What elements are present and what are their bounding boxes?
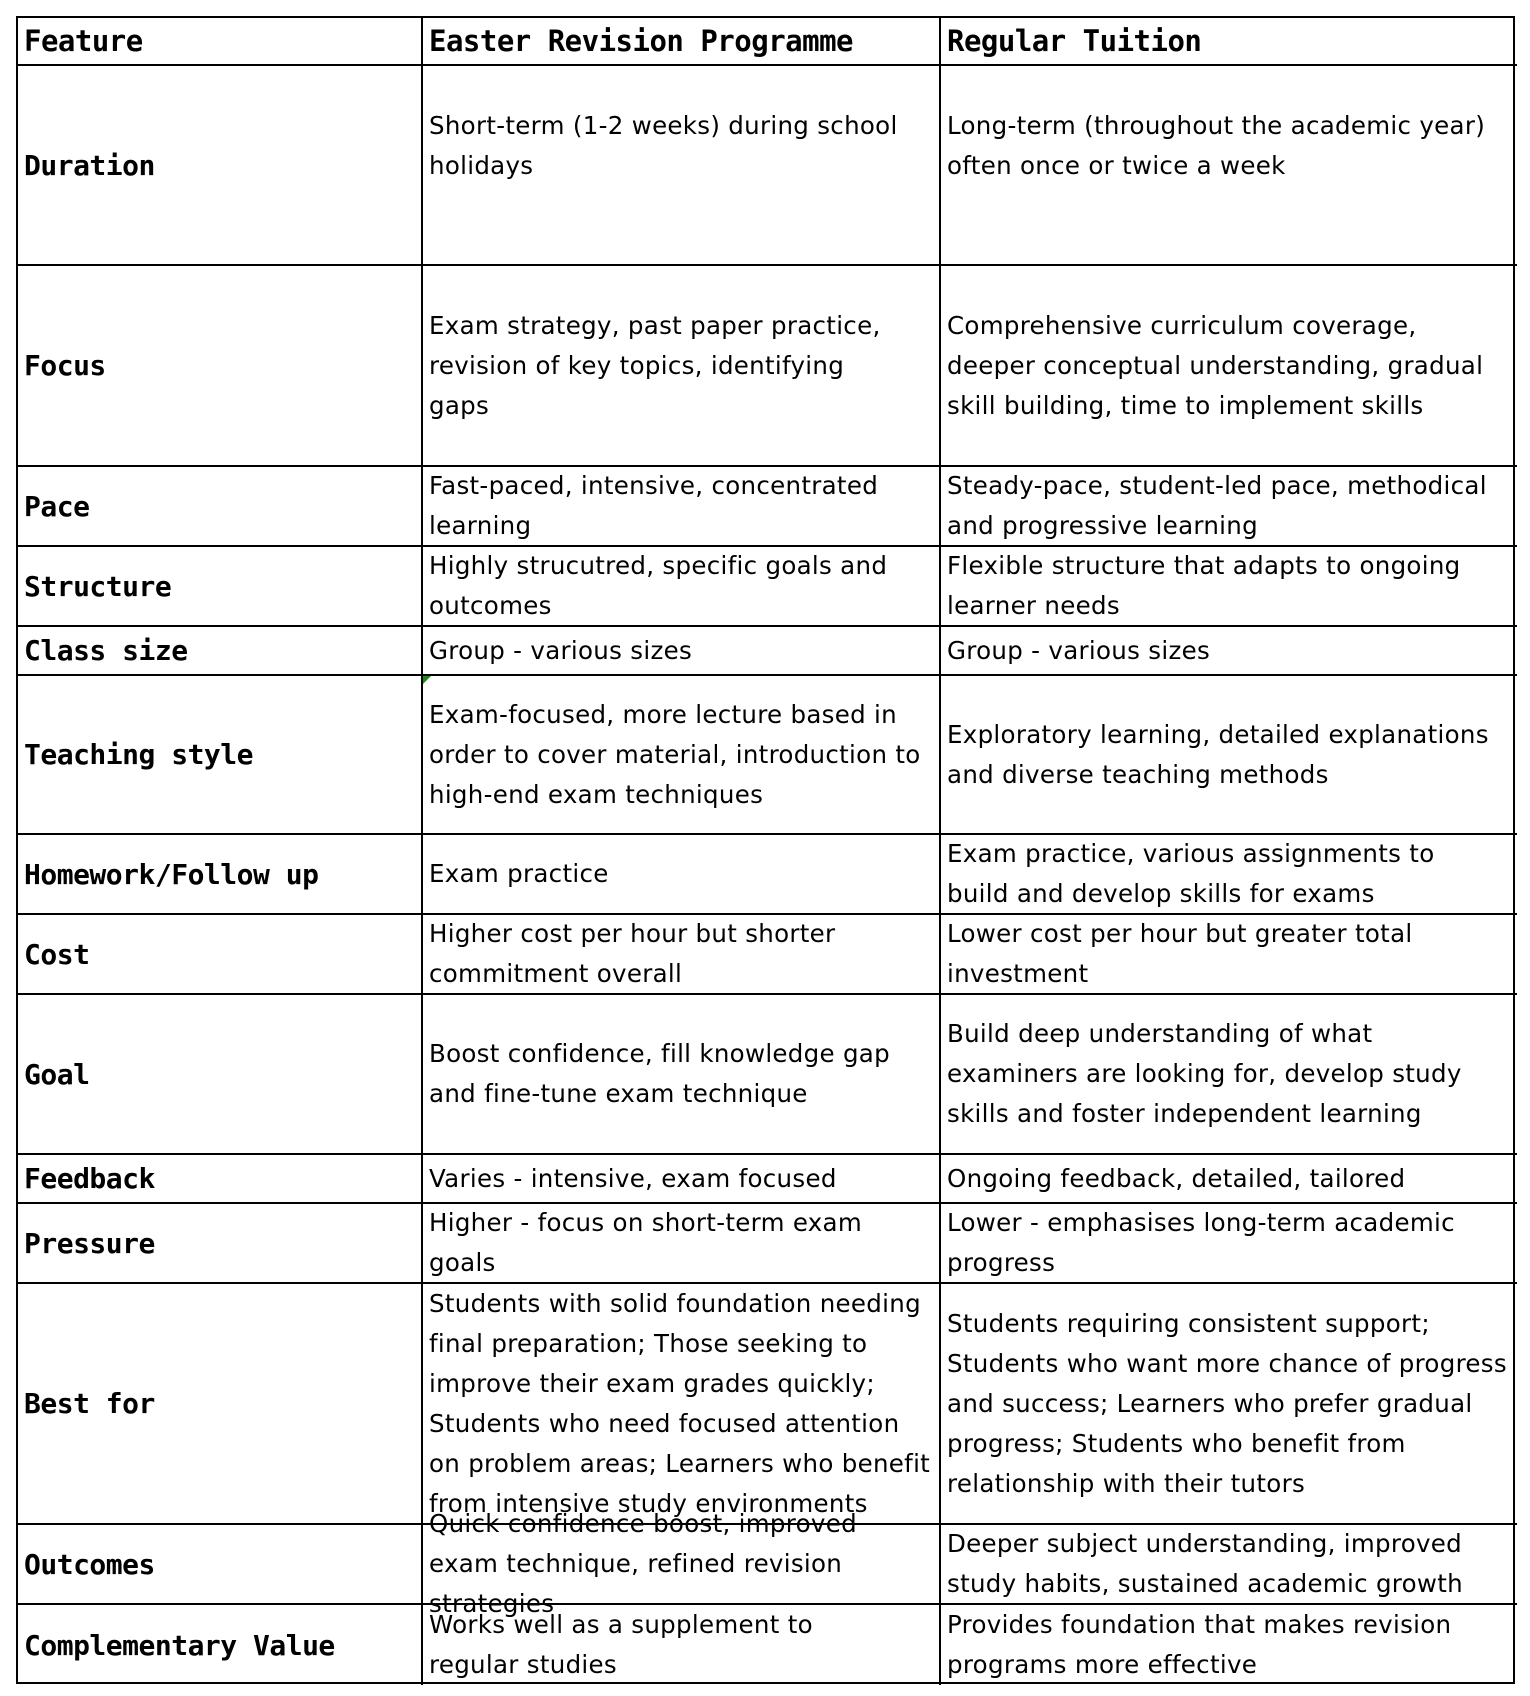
row-feature-outcomes: Outcomes	[18, 1525, 423, 1605]
row-feature-teaching-style: Teaching style	[18, 676, 423, 835]
row-regular-class-size	[941, 627, 1517, 676]
comparison-table	[16, 16, 1515, 1684]
cell-text: Lower cost per hour but greater total investment	[947, 919, 1413, 988]
row-regular-duration	[941, 66, 1517, 266]
cell-text: Deeper subject understanding, improved study habits, sustained academic growth	[947, 1529, 1464, 1598]
row-easter-structure	[423, 547, 941, 627]
row-feature-duration: Duration	[18, 66, 423, 266]
row-easter-goal	[423, 995, 941, 1155]
row-feature-cost: Cost	[18, 915, 423, 995]
cell-text: Lower - emphasises long-term academic progress	[947, 1208, 1455, 1277]
row-easter-complementary-value	[423, 1605, 941, 1685]
comment-indicator	[423, 676, 431, 684]
row-regular-cost	[941, 915, 1517, 995]
row-regular-feedback	[941, 1155, 1517, 1204]
cell-text: Exam-focused, more lecture based in order to cover material, introduction to high-end exam techniques	[429, 699, 921, 809]
row-feature-goal: Goal	[18, 995, 423, 1155]
row-regular-pressure	[941, 1204, 1517, 1284]
cell-text: Group - various sizes	[947, 635, 1211, 665]
cell-text: Exam practice, various assignments to build and develop skills for exams	[947, 839, 1435, 908]
row-easter-focus	[423, 266, 941, 467]
row-feature-pressure: Pressure	[18, 1204, 423, 1284]
cell-text: Exam practice	[429, 859, 609, 888]
row-regular-pace	[941, 467, 1517, 547]
row-feature-class-size: Class size	[18, 627, 423, 676]
row-easter-outcomes	[423, 1509, 941, 1618]
cell-text: Exam strategy, past paper practice, revision of key topics, identifying gaps	[429, 310, 881, 420]
row-easter-duration	[423, 66, 941, 266]
cell-text: Varies - intensive, exam focused	[429, 1163, 837, 1193]
cell-text: Students requiring consistent support; Students who want more chance of progress and success; Learners who prefer gradual progress; Students who benefit from relationship with their tutors	[947, 1308, 1507, 1498]
row-easter-teaching-style	[423, 676, 941, 835]
cell-text: Provides foundation that makes revision programs more effective	[947, 1610, 1452, 1679]
row-feature-complementary-value: Complementary Value	[18, 1605, 423, 1685]
header-regular-tuition: Regular Tuition	[941, 18, 1517, 66]
row-feature-feedback: Feedback	[18, 1155, 423, 1204]
cell-text: Long-term (throughout the academic year) often once or twice a week	[947, 111, 1486, 180]
row-feature-pace: Pace	[18, 467, 423, 547]
row-easter-homework	[423, 835, 941, 915]
cell-text: Works well as a supplement to regular studies	[429, 1610, 813, 1679]
cell-text: Higher - focus on short-term exam goals	[429, 1208, 863, 1277]
cell-text: Higher cost per hour but shorter commitment overall	[429, 919, 836, 988]
cell-text: Ongoing feedback, detailed, tailored	[947, 1163, 1406, 1193]
cell-text: Flexible structure that adapts to ongoing learner needs	[947, 551, 1461, 620]
cell-text: Steady-pace, student-led pace, methodical and progressive learning	[947, 471, 1487, 540]
row-regular-outcomes	[941, 1525, 1517, 1605]
row-easter-class-size	[423, 627, 941, 676]
row-feature-structure: Structure	[18, 547, 423, 627]
cell-text: Build deep understanding of what examiners are looking for, develop study skills and foster independent learning	[947, 1019, 1462, 1128]
cell-text: Exploratory learning, detailed explanations and diverse teaching methods	[947, 719, 1489, 789]
row-regular-goal	[941, 995, 1517, 1155]
row-easter-cost	[423, 915, 941, 995]
row-easter-pressure	[423, 1204, 941, 1284]
cell-text: Fast-paced, intensive, concentrated learning	[429, 471, 879, 540]
cell-text: Students with solid foundation needing final preparation; Those seeking to improve their exam grades quickly; Students who need focused attention on problem areas; Learners who benefit from intensive study environments	[429, 1288, 931, 1518]
cell-text: Short-term (1-2 weeks) during school holidays	[429, 111, 898, 180]
row-regular-focus	[941, 266, 1517, 467]
cell-text: Comprehensive curriculum coverage, deeper conceptual understanding, gradual skill building, time to implement skills	[947, 310, 1484, 420]
row-feature-focus: Focus	[18, 266, 423, 467]
row-regular-structure	[941, 547, 1517, 627]
row-regular-teaching-style	[941, 676, 1517, 835]
row-regular-complementary-value	[941, 1605, 1517, 1685]
row-regular-homework	[941, 835, 1517, 915]
cell-text: Quick confidence boost, improved exam technique, refined revision strategies	[429, 1509, 857, 1618]
row-easter-best-for	[423, 1284, 941, 1525]
cell-text: Group - various sizes	[429, 635, 693, 665]
row-feature-homework: Homework/Follow up	[18, 835, 423, 915]
header-feature: Feature	[18, 18, 423, 66]
row-easter-feedback	[423, 1155, 941, 1204]
header-easter-revision: Easter Revision Programme	[423, 18, 941, 66]
row-regular-best-for	[941, 1284, 1517, 1525]
row-easter-pace	[423, 467, 941, 547]
cell-text: Highly strucutred, specific goals and outcomes	[429, 551, 888, 620]
row-feature-best-for: Best for	[18, 1284, 423, 1525]
cell-text: Boost confidence, fill knowledge gap and fine-tune exam technique	[429, 1039, 890, 1108]
